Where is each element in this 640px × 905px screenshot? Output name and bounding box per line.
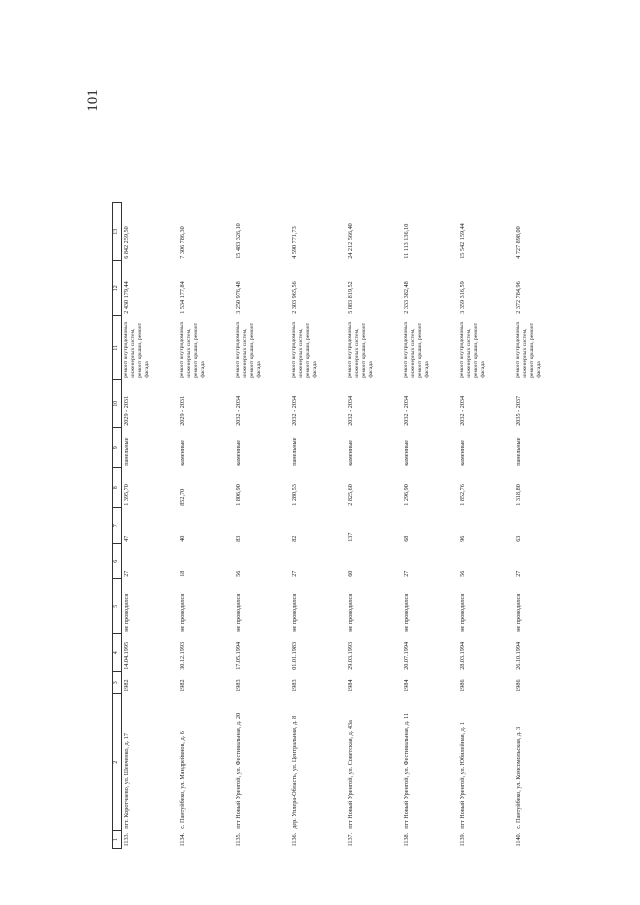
repair-program-table [112,202,570,849]
year-cell: 1984 [403,679,410,692]
date-cell: 17.05.1994 [235,641,242,670]
period-cell: 2029 - 2031 [179,395,186,426]
cost-cell: 3 250 976,48 [235,281,242,314]
cost-cell: 2 372 784,96 [515,281,522,314]
count-cell: 27 [123,570,130,577]
total-cell: 6 842 259,50 [123,226,130,259]
table-row [122,203,179,849]
count-cell: 27 [515,570,522,577]
period-cell: 2032 - 2034 [403,395,410,426]
count-cell: 47 [123,535,130,542]
table-header [113,203,122,849]
material-cell: панельные [291,437,298,466]
date-cell: 26.10.1994 [515,641,522,670]
area-cell: 2 825,60 [347,484,354,506]
repair-cell: не проводился [179,593,186,632]
table-row [346,203,402,849]
count-cell: 18 [179,570,186,577]
address-cell: дер. Уплера-Область, ул. Центральная, д. 8 [291,715,298,829]
area-cell: 1 395,70 [123,484,130,506]
repair-cell: не проводился [235,593,242,632]
count-cell: 56 [459,570,466,577]
count-cell: 137 [347,532,354,542]
period-cell: 2029 - 2031 [123,395,130,426]
cost-cell: 3 359 316,59 [459,281,466,314]
period-cell: 2032 - 2034 [291,395,298,426]
total-cell: 24 212 566,40 [347,223,354,259]
column-header: 8 [113,468,122,508]
year-cell: 1982 [123,679,130,692]
address-cell: пгт Новый Уренгой, ул. Юбилейная, д. 1 [459,722,466,829]
total-cell: 7 306 786,30 [179,226,186,259]
material-cell: каменные [347,439,354,466]
period-cell: 2032 - 2034 [235,395,242,426]
work-cell: ремонт внутридомовых инженерных систем, ремонт крыши, ремонт фасада [235,321,262,378]
table-row [234,203,290,849]
date-cell: 01.01.1983 [291,641,298,670]
row-number: 1136. [291,832,298,847]
table-body [122,203,571,849]
row-number: 1140. [515,832,522,847]
period-cell: 2032 - 2034 [347,395,354,426]
period-cell: 2032 - 2034 [459,395,466,426]
repair-cell: не проводился [291,593,298,632]
count-cell: 27 [403,570,410,577]
year-cell: 1986 [459,679,466,692]
material-cell: панельные [515,437,522,466]
year-cell: 1983 [291,679,298,692]
date-cell: 20.07.1994 [403,641,410,670]
area-cell: 1 318,80 [515,484,522,506]
total-cell: 11 113 136,10 [403,223,410,259]
address-cell: пгт Новый Уренгой, ул. Советская, д. 43а [347,720,354,829]
column-header: 5 [113,579,122,634]
work-cell: ремонт внутридомовых инженерных систем, ремонт крыши, ремонт фасада [291,321,318,378]
address-cell: пгт. Коротчаево, ул. Шевченко, д. 17 [123,733,130,829]
cost-cell: 2 430 179,44 [123,281,130,314]
column-header: 7 [113,508,122,544]
material-cell: каменные [235,439,242,466]
work-cell: ремонт внутридомовых инженерных систем, ремонт крыши, ремонт фасада [515,321,542,378]
total-cell: 15 483 326,10 [235,223,242,259]
date-cell: 14.04.1995 [123,641,130,670]
material-cell: каменные [179,439,186,466]
work-cell: ремонт внутридомовых инженерных систем, ремонт крыши, ремонт фасада [123,321,150,378]
column-header: 12 [113,261,122,316]
year-cell: 1983 [235,679,242,692]
column-header: 1 [113,831,122,849]
count-cell: 40 [179,535,186,542]
row-number: 1135. [235,832,242,847]
cost-cell: 1 534 177,84 [179,281,186,314]
row-number: 1137. [347,832,354,847]
repair-cell: не проводился [459,593,466,632]
count-cell: 96 [459,535,466,542]
repair-cell: не проводился [347,593,354,632]
column-header: 10 [113,380,122,428]
column-header: 13 [113,203,122,261]
table-row [178,203,234,849]
repair-cell: не проводился [123,593,130,632]
year-cell: 1982 [179,679,186,692]
area-cell: 1 280,53 [291,484,298,506]
column-header: 2 [113,694,122,831]
year-cell: 1984 [347,679,354,692]
cost-cell: 2 303 965,56 [291,281,298,314]
table-row [290,203,346,849]
material-cell: каменные [403,439,410,466]
work-cell: ремонт внутридомовых инженерных систем, ремонт крыши, ремонт фасада [347,321,374,378]
row-number: 1133. [123,832,130,847]
row-number: 1139. [459,832,466,847]
year-cell: 1986 [515,679,522,692]
count-cell: 83 [235,535,242,542]
count-cell: 68 [403,535,410,542]
date-cell: 28.03.1994 [459,641,466,670]
address-cell: пгт Новый Уренгой, ул. Фестивальная, д. 20 [235,712,242,829]
column-header: 4 [113,634,122,672]
total-cell: 15 542 159,44 [459,223,466,259]
count-cell: 82 [291,535,298,542]
area-cell: 1 806,90 [235,484,242,506]
cost-cell: 2 333 382,48 [403,281,410,314]
repair-cell: не проводился [515,593,522,632]
area-cell: 1 296,90 [403,484,410,506]
work-cell: ремонт внутридомовых инженерных систем, ремонт крыши, ремонт фасада [179,321,206,378]
column-header: 6 [113,544,122,579]
material-cell: каменные [459,439,466,466]
row-number: 1138. [403,832,410,847]
repair-cell: не проводился [403,593,410,632]
address-cell: с. Пантуйбеко, ул. Мандрейвнов, д. 6 [179,731,186,829]
table-row [402,203,458,849]
table-row [458,203,514,849]
date-cell: 30.12.1993 [179,641,186,670]
address-cell: пгт Новый Уренгой, ул. Фестивальная, д. 11 [403,713,410,829]
address-cell: с. Пантуйбеко, ул. Комсомольская, д. 3 [515,726,522,829]
work-cell: ремонт внутридомовых инженерных систем, ремонт крыши, ремонт фасада [459,321,486,378]
cost-cell: 5 083 819,52 [347,281,354,314]
count-cell: 56 [235,570,242,577]
period-cell: 2035 - 2037 [515,395,522,426]
total-cell: 4 590 771,73 [291,226,298,259]
total-cell: 4 727 898,00 [515,226,522,259]
area-cell: 1 852,76 [459,484,466,506]
area-cell: 852,70 [179,488,186,506]
material-cell: панельные [123,437,130,466]
count-cell: 63 [515,535,522,542]
table-row [514,203,570,849]
row-number: 1134. [179,832,186,847]
page-number: 101 [84,89,101,112]
column-header: 3 [113,672,122,694]
count-cell: 27 [291,570,298,577]
column-header: 9 [113,428,122,468]
count-cell: 60 [347,570,354,577]
column-header: 11 [113,316,122,380]
date-cell: 29.03.1993 [347,641,354,670]
work-cell: ремонт внутридомовых инженерных систем, ремонт крыши, ремонт фасада [403,321,430,378]
